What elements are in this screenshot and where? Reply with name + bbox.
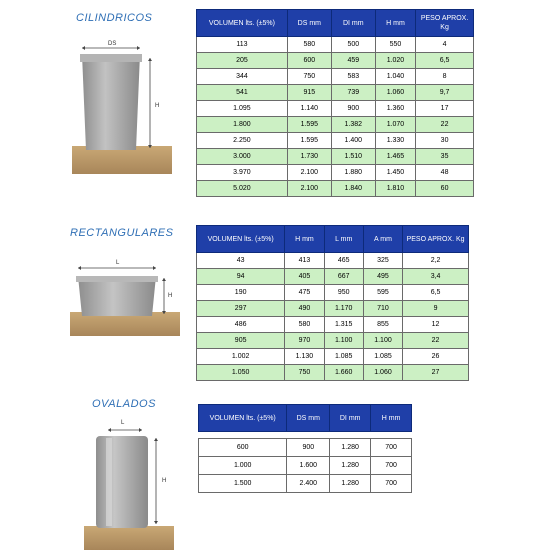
table-row [197, 37, 474, 53]
cell-ds: 2.400 [287, 475, 330, 493]
cell-peso: 8 [416, 69, 474, 85]
cell-h: 1.070 [375, 117, 415, 133]
cell-peso: 6,5 [416, 53, 474, 69]
dimension-label-h: H [162, 478, 167, 484]
cell-h: 1.450 [375, 165, 415, 181]
cell-di: 739 [331, 85, 375, 101]
cell-ds: 2.100 [287, 165, 331, 181]
table-row [197, 317, 469, 333]
cell-l: 1.170 [324, 301, 363, 317]
cell-h: 970 [285, 333, 324, 349]
table-row [197, 269, 469, 285]
column-header-di: DI mm [330, 405, 371, 432]
table-row [197, 69, 474, 85]
oval-tank-illustration [84, 418, 174, 550]
table-row [197, 365, 469, 381]
cell-peso: 3,4 [403, 269, 469, 285]
cell-volumen: 94 [197, 269, 285, 285]
cell-peso: 22 [403, 333, 469, 349]
cell-volumen: 486 [197, 317, 285, 333]
cell-di: 1.280 [330, 475, 371, 493]
cell-ds: 600 [287, 53, 331, 69]
column-header-ds: DS mm [287, 10, 331, 37]
column-header-volumen: VOLUMEN lts. (±5%) [199, 405, 287, 432]
cell-volumen: 3.000 [197, 149, 288, 165]
dimension-label-h: H [155, 103, 160, 109]
cell-ds: 1.140 [287, 101, 331, 117]
cell-h: 413 [285, 253, 324, 269]
cell-di: 1.280 [330, 457, 371, 475]
cell-peso: 9,7 [416, 85, 474, 101]
table-row [199, 439, 412, 457]
cell-volumen: 1.050 [197, 365, 285, 381]
table-rectangulares [196, 225, 469, 381]
cell-h: 750 [285, 365, 324, 381]
cell-l: 1.100 [324, 333, 363, 349]
table-row [197, 301, 469, 317]
cell-di: 1.510 [331, 149, 375, 165]
cell-h: 1.040 [375, 69, 415, 85]
cell-volumen: 297 [197, 301, 285, 317]
cell-peso: 48 [416, 165, 474, 181]
cell-peso: 26 [403, 349, 469, 365]
cell-di: 1.400 [331, 133, 375, 149]
cell-ds: 1.600 [287, 457, 330, 475]
cell-ds: 1.595 [287, 133, 331, 149]
section-title-cilindricos: CILINDRICOS [76, 12, 153, 24]
cell-di: 900 [331, 101, 375, 117]
table-row [197, 349, 469, 365]
cell-volumen: 205 [197, 53, 288, 69]
cell-a: 1.085 [363, 349, 402, 365]
table-row [197, 85, 474, 101]
table-row [197, 53, 474, 69]
cell-l: 1.660 [324, 365, 363, 381]
cell-a: 855 [363, 317, 402, 333]
cell-l: 950 [324, 285, 363, 301]
cell-volumen: 2.250 [197, 133, 288, 149]
table-header-row [197, 10, 474, 37]
dimension-label-l: L [121, 420, 125, 426]
cell-ds: 750 [287, 69, 331, 85]
cell-l: 667 [324, 269, 363, 285]
cell-a: 325 [363, 253, 402, 269]
cell-di: 1.880 [331, 165, 375, 181]
cell-h: 580 [285, 317, 324, 333]
column-header-h: H mm [285, 226, 324, 253]
cell-h: 1.465 [375, 149, 415, 165]
column-header-di: DI mm [331, 10, 375, 37]
cell-a: 710 [363, 301, 402, 317]
cell-di: 500 [331, 37, 375, 53]
column-header-ds: DS mm [287, 405, 330, 432]
cell-di: 1.280 [330, 439, 371, 457]
cell-peso: 22 [416, 117, 474, 133]
column-header-volumen: VOLUMEN lts. (±5%) [197, 10, 288, 37]
table-row [199, 457, 412, 475]
cell-h: 405 [285, 269, 324, 285]
cell-volumen: 190 [197, 285, 285, 301]
dimension-label-ds: DS [108, 41, 117, 47]
cell-peso: 35 [416, 149, 474, 165]
cell-volumen: 344 [197, 69, 288, 85]
cell-volumen: 43 [197, 253, 285, 269]
cell-ds: 580 [287, 37, 331, 53]
cell-peso: 9 [403, 301, 469, 317]
column-header-a: A mm [363, 226, 402, 253]
table-row [197, 101, 474, 117]
table-cilindricos [196, 9, 474, 197]
cell-di: 583 [331, 69, 375, 85]
dimension-label-h: H [168, 293, 173, 299]
cell-peso: 60 [416, 181, 474, 197]
cell-ds: 1.730 [287, 149, 331, 165]
table-spacer-row [199, 432, 412, 439]
column-header-l: L mm [324, 226, 363, 253]
rectangular-tank-illustration [70, 256, 180, 336]
table-row [197, 181, 474, 197]
cell-ds: 1.595 [287, 117, 331, 133]
column-header-volumen: VOLUMEN lts. (±5%) [197, 226, 285, 253]
section-title-rectangulares: RECTANGULARES [70, 227, 174, 239]
cell-volumen: 1.500 [199, 475, 287, 493]
cell-volumen: 541 [197, 85, 288, 101]
table-row [197, 165, 474, 181]
cell-ds: 2.100 [287, 181, 331, 197]
cell-volumen: 600 [199, 439, 287, 457]
cell-a: 495 [363, 269, 402, 285]
cell-h: 1.810 [375, 181, 415, 197]
cell-volumen: 113 [197, 37, 288, 53]
cell-peso: 12 [403, 317, 469, 333]
dimension-label-l: L [116, 260, 120, 266]
cell-l: 1.315 [324, 317, 363, 333]
table-header-row [197, 226, 469, 253]
cell-volumen: 3.970 [197, 165, 288, 181]
cell-volumen: 905 [197, 333, 285, 349]
column-header-peso: PESO APROX. Kg [403, 226, 469, 253]
cell-ds: 900 [287, 439, 330, 457]
cell-volumen: 5.020 [197, 181, 288, 197]
table-ovalados [198, 404, 412, 493]
cell-peso: 2,2 [403, 253, 469, 269]
cell-peso: 6,5 [403, 285, 469, 301]
cell-h: 550 [375, 37, 415, 53]
section-title-ovalados: OVALADOS [92, 398, 156, 410]
cell-h: 700 [371, 475, 412, 493]
cell-a: 595 [363, 285, 402, 301]
table-row [197, 333, 469, 349]
cell-di: 1.382 [331, 117, 375, 133]
cell-volumen: 1.002 [197, 349, 285, 365]
table-row [197, 253, 469, 269]
table-row [197, 285, 469, 301]
cell-l: 465 [324, 253, 363, 269]
column-header-h: H mm [371, 405, 412, 432]
cell-h: 1.360 [375, 101, 415, 117]
cell-a: 1.060 [363, 365, 402, 381]
cell-h: 1.330 [375, 133, 415, 149]
cell-h: 700 [371, 457, 412, 475]
table-row [197, 133, 474, 149]
table-row [197, 117, 474, 133]
table-row [197, 149, 474, 165]
cell-ds: 915 [287, 85, 331, 101]
cell-peso: 27 [403, 365, 469, 381]
cell-volumen: 1.000 [199, 457, 287, 475]
cell-h: 490 [285, 301, 324, 317]
cell-peso: 17 [416, 101, 474, 117]
cell-di: 459 [331, 53, 375, 69]
cell-volumen: 1.800 [197, 117, 288, 133]
cell-peso: 4 [416, 37, 474, 53]
cell-h: 475 [285, 285, 324, 301]
cell-l: 1.085 [324, 349, 363, 365]
cell-di: 1.840 [331, 181, 375, 197]
cell-h: 1.130 [285, 349, 324, 365]
cell-a: 1.100 [363, 333, 402, 349]
cell-h: 700 [371, 439, 412, 457]
cell-peso: 30 [416, 133, 474, 149]
column-header-peso: PESO APROX. Kg [416, 10, 474, 37]
cell-h: 1.020 [375, 53, 415, 69]
table-header-row [199, 405, 412, 432]
cell-volumen: 1.095 [197, 101, 288, 117]
cell-h: 1.060 [375, 85, 415, 101]
table-row [199, 475, 412, 493]
column-header-h: H mm [375, 10, 415, 37]
